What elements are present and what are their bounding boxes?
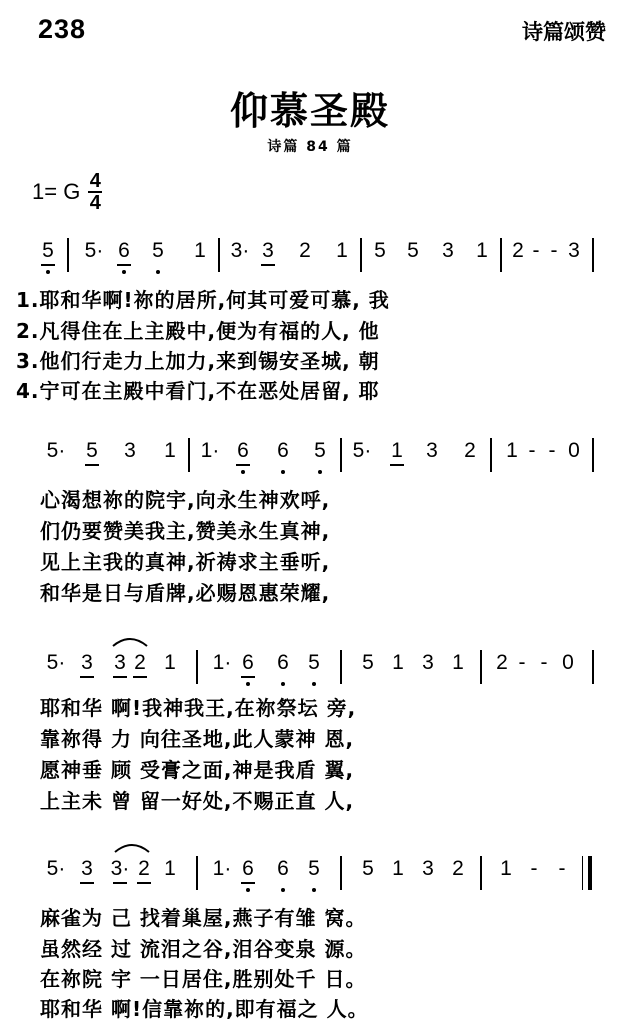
note: 1 xyxy=(386,438,408,464)
notation-line xyxy=(0,438,620,488)
bar-line xyxy=(490,438,492,472)
bar-line xyxy=(340,650,342,684)
note: 5 xyxy=(374,239,386,262)
note: - xyxy=(528,439,536,462)
note: 1· xyxy=(212,857,232,880)
note: - xyxy=(518,651,526,674)
note: - xyxy=(548,439,556,462)
note: 1· xyxy=(212,651,232,674)
note: 3 xyxy=(422,857,434,880)
note: - xyxy=(540,651,548,674)
lyric-line: 在祢院 宇 一日居住,胜别处千 日。 xyxy=(40,967,367,991)
note: 2 xyxy=(129,650,151,676)
lyric-line: 耶和华 啊!我神我王,在祢祭坛 旁, xyxy=(40,696,357,720)
note: 3 xyxy=(568,239,580,262)
note: 3 xyxy=(442,239,454,262)
note: 0 xyxy=(562,651,574,674)
note: - xyxy=(558,857,566,880)
note: 3 xyxy=(257,238,279,264)
note: 1· xyxy=(200,439,220,462)
note: 5 xyxy=(309,438,331,464)
bar-line xyxy=(480,650,482,684)
note: 5 xyxy=(303,856,325,882)
notation-line xyxy=(0,856,620,906)
note: 6 xyxy=(113,238,135,264)
note: 5 xyxy=(81,438,103,464)
lyric-line: 见上主我的真神,祈祷求主垂听, xyxy=(40,550,331,574)
slur xyxy=(110,634,150,648)
note: 1 xyxy=(164,857,176,880)
time-signature-bottom: 4 xyxy=(89,192,101,214)
bar-line xyxy=(592,238,594,272)
note: 1 xyxy=(194,239,206,262)
bar-line xyxy=(592,650,594,684)
lyric-line: 虽然经 过 流泪之谷,泪谷变泉 源。 xyxy=(40,937,367,961)
bar-line xyxy=(67,238,69,272)
notation-line xyxy=(0,238,620,288)
song-source: 诗篇 84 篇 xyxy=(267,139,353,155)
song-title: 仰慕圣殿 xyxy=(229,89,390,133)
note: 0 xyxy=(568,439,580,462)
note: 3 xyxy=(426,439,438,462)
lyric-line: 2.凡得住在上主殿中,便为有福的人, 他 xyxy=(16,319,380,343)
page-number: 238 xyxy=(38,14,87,44)
note: 1 xyxy=(164,651,176,674)
note: 1 xyxy=(164,439,176,462)
note: 2 xyxy=(464,439,476,462)
lyric-line: 耶和华 啊!信靠祢的,即有福之 人。 xyxy=(40,997,369,1021)
note: - xyxy=(550,239,558,262)
note: 1 xyxy=(392,651,404,674)
note: 1 xyxy=(336,239,348,262)
note: 6 xyxy=(237,650,259,676)
note: 3 xyxy=(76,650,98,676)
time-signature-top: 4 xyxy=(89,170,101,192)
note: 5· xyxy=(46,651,66,674)
note: 5· xyxy=(46,439,66,462)
note: 1 xyxy=(500,857,512,880)
note: - xyxy=(532,239,540,262)
slur xyxy=(112,840,152,854)
lyric-line: 和华是日与盾牌,必赐恩惠荣耀, xyxy=(40,581,331,605)
bar-line xyxy=(500,238,502,272)
note: 5 xyxy=(407,239,419,262)
note: 1 xyxy=(392,857,404,880)
key-label: 1= G xyxy=(32,179,81,204)
note: 1 xyxy=(476,239,488,262)
note: 1 xyxy=(506,439,518,462)
note: 3 xyxy=(109,650,131,676)
bar-line xyxy=(582,856,583,890)
note: 3 xyxy=(422,651,434,674)
note: - xyxy=(530,857,538,880)
key-signature xyxy=(32,172,102,212)
lyric-line: 麻雀为 己 找着巢屋,燕子有雏 窝。 xyxy=(40,906,367,930)
note: 5· xyxy=(46,857,66,880)
note: 6 xyxy=(237,856,259,882)
lyric-line: 4.宁可在主殿中看门,不在恶处居留, 耶 xyxy=(16,379,380,403)
bar-line xyxy=(188,438,190,472)
note: 2 xyxy=(512,239,524,262)
note: 6 xyxy=(272,650,294,676)
book-name: 诗篇颂赞 xyxy=(522,20,606,44)
note: 6 xyxy=(272,856,294,882)
note: 5· xyxy=(84,239,104,262)
bar-line xyxy=(480,856,482,890)
note: 2 xyxy=(452,857,464,880)
bar-line xyxy=(360,238,362,272)
bar-line xyxy=(340,856,342,890)
note: 6 xyxy=(232,438,254,464)
note: 3 xyxy=(76,856,98,882)
bar-line xyxy=(340,438,342,472)
lyric-line: 们仍要赞美我主,赞美永生真神, xyxy=(40,519,331,543)
note: 5 xyxy=(303,650,325,676)
bar-line xyxy=(592,438,594,472)
note: 2 xyxy=(299,239,311,262)
time-signature xyxy=(88,172,102,212)
note: 1 xyxy=(452,651,464,674)
note: 5 xyxy=(147,238,169,264)
bar-line xyxy=(196,856,198,890)
note: 2 xyxy=(496,651,508,674)
note: 5 xyxy=(362,857,374,880)
lyric-line: 1.耶和华啊!祢的居所,何其可爱可慕, 我 xyxy=(16,288,390,312)
lyric-line: 靠祢得 力 向往圣地,此人蒙神 恩, xyxy=(40,727,355,751)
note: 5 xyxy=(37,238,59,264)
final-bar-line xyxy=(588,856,592,890)
lyric-line: 愿神垂 顾 受膏之面,神是我盾 翼, xyxy=(40,758,355,782)
note: 6 xyxy=(272,438,294,464)
note: 5· xyxy=(352,439,372,462)
lyric-line: 3.他们行走力上加力,来到锡安圣城, 朝 xyxy=(16,349,380,373)
bar-line xyxy=(218,238,220,272)
lyric-line: 心渴想祢的院宇,向永生神欢呼, xyxy=(40,488,331,512)
note: 3· xyxy=(110,857,130,880)
note: 3 xyxy=(124,439,136,462)
note: 2 xyxy=(133,856,155,882)
bar-line xyxy=(196,650,198,684)
lyric-line: 上主未 曾 留一好处,不赐正直 人, xyxy=(40,789,355,813)
note: 5 xyxy=(362,651,374,674)
note: 3· xyxy=(230,239,250,262)
